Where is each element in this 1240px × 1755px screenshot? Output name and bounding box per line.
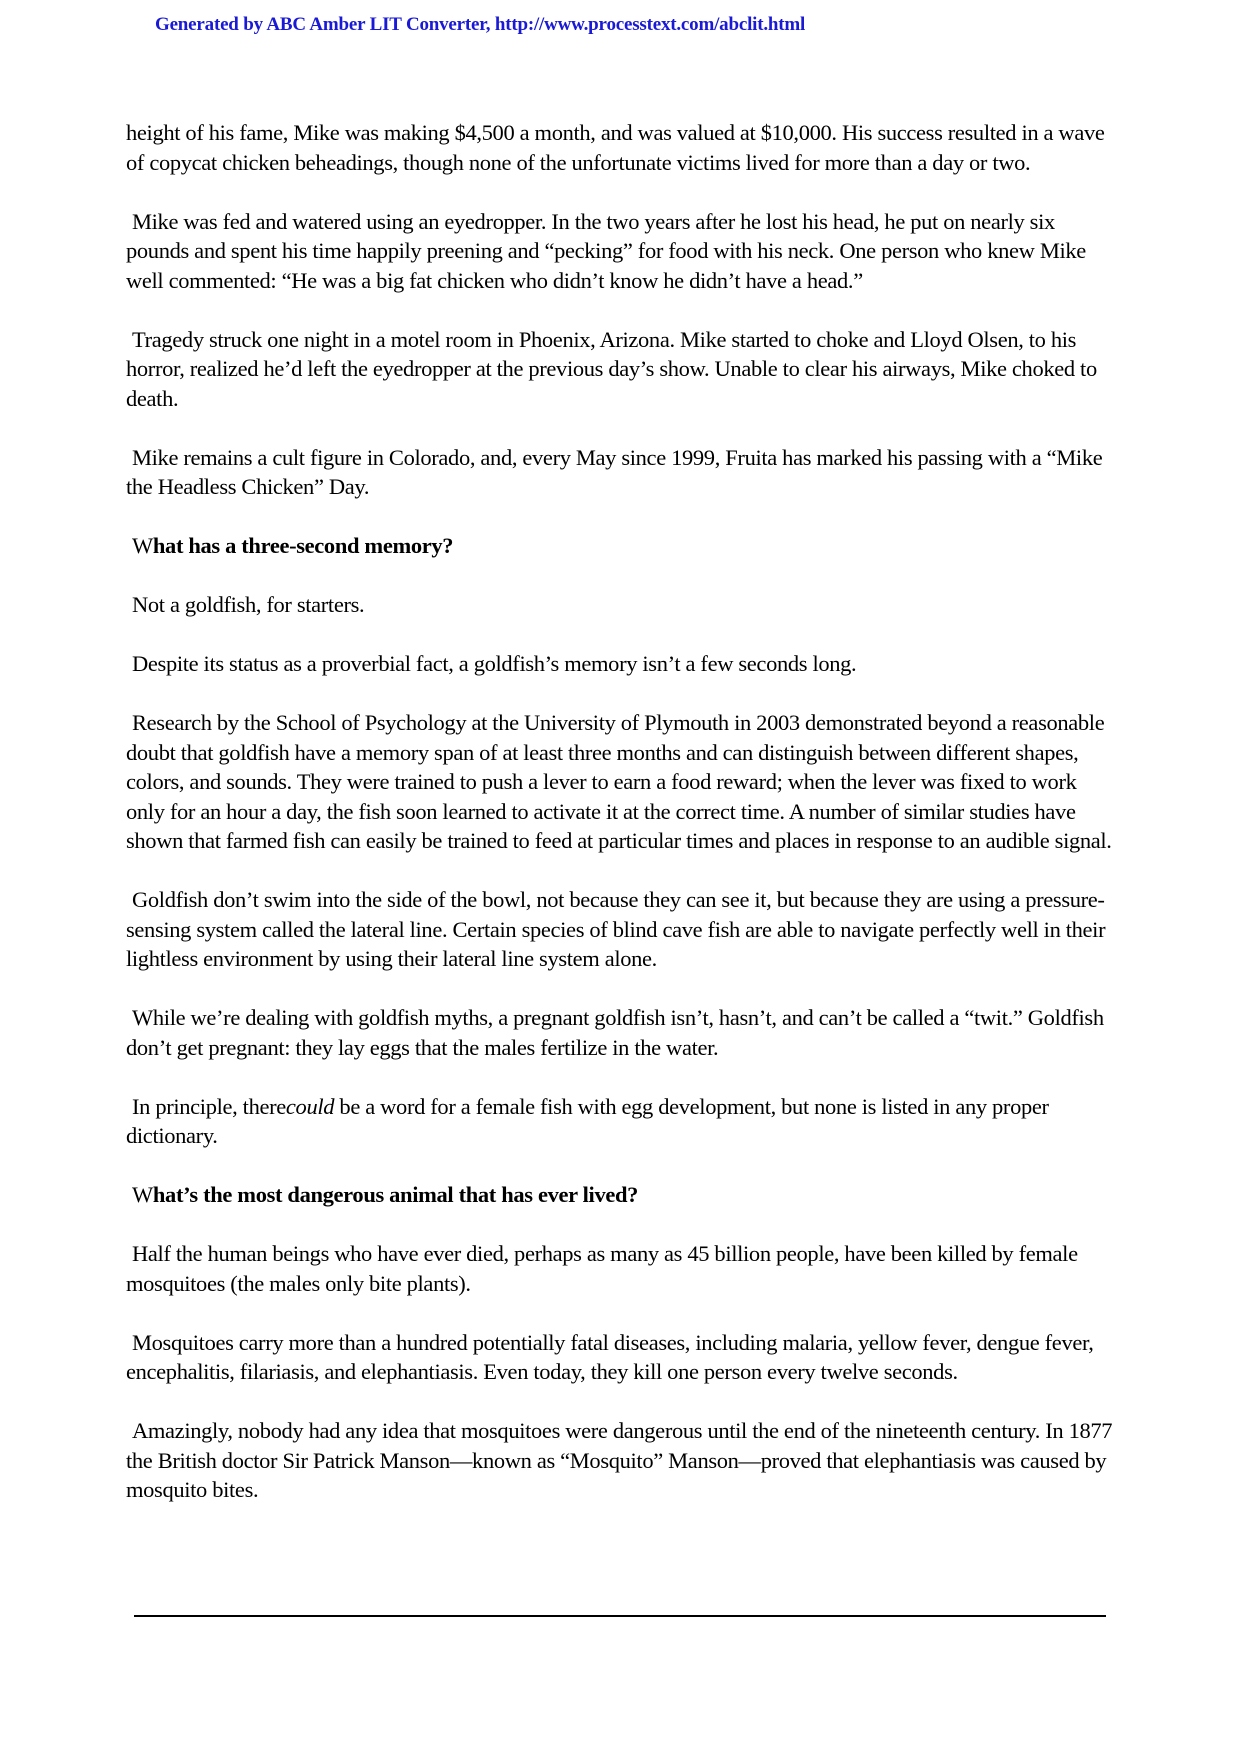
heading-rest: hat’s the most dangerous animal that has ever lived?: [152, 1182, 639, 1207]
heading-most-dangerous-animal: [126, 1180, 1116, 1210]
paragraph-eyedropper: Mike was fed and watered using an eyedropper. In the two years after he lost his head, he put on nearly six pounds and spent his time happily preening and “pecking” for food with his neck. One person who knew Mike well commented: “He was a big fat chicken who didn’t know he didn’t have a head.”: [126, 208, 1086, 293]
paragraph-cult-figure: Mike remains a cult figure in Colorado, and, every May since 1999, Fruita has marked his passing with a “Mike the Headless Chicken” Day.: [126, 444, 1103, 499]
paragraph-plymouth-research: Research by the School of Psychology at the University of Plymouth in 2003 demonstrated beyond a reasonable doubt that goldfish have a memory span of at least three months and can distinguish between different shapes, colors, and sounds. They were trained to push a lever to earn a food reward; when the lever was fixed to work only for an hour a day, the fish soon learned to activate it at the correct time. A number of similar studies have shown that farmed fish can easily be trained to feed at particular times and places in response to an audible signal.: [126, 710, 1112, 853]
paragraph-diseases: Mosquitoes carry more than a hundred potentially fatal diseases, including malaria, yellow fever, dengue fever, encephalitis, filariasis, and elephantiasis. Even today, they kill one person every twelve seconds.: [126, 1329, 1094, 1384]
paragraph-half-human-beings: Half the human beings who have ever died, perhaps as many as 45 billion people, have been killed by female mosquitoes (the males only bite plants).: [126, 1241, 1078, 1296]
heading-initial: W: [132, 1182, 153, 1207]
heading-initial: W: [132, 533, 153, 558]
principle-emphasis: could: [285, 1093, 335, 1119]
heading-rest: hat has a three-second memory?: [152, 533, 454, 558]
paragraph-not-goldfish: Not a goldfish, for starters.: [132, 592, 365, 617]
paragraph-proverbial-fact: Despite its status as a proverbial fact, a goldfish’s memory isn’t a few seconds long.: [132, 651, 857, 676]
principle-after: be a word for a female fish with egg development, but none is listed in any proper dictionary.: [126, 1093, 1049, 1148]
paragraph-tragedy: Tragedy struck one night in a motel room in Phoenix, Arizona. Mike started to choke and Lloyd Olsen, to his horror, realized he’d left the eyedropper at the previous day’s show. Unable to clear his airways, Mike choked to death.: [126, 326, 1097, 411]
paragraph-fame: height of his fame, Mike was making $4,500 a month, and was valued at $10,000. His success resulted in a wave of copycat chicken beheadings, though none of the unfortunate victims lived for more than a day or two.: [126, 120, 1105, 175]
footer-rule: [134, 1615, 1106, 1617]
paragraph-goldfish-myths: While we’re dealing with goldfish myths, a pregnant goldfish isn’t, hasn’t, and can’t be called a “twit.” Goldfish don’t get pregnant: they lay eggs that the males fertilize in the water.: [126, 1005, 1104, 1060]
document-body: [126, 118, 1116, 1534]
heading-three-second-memory: [126, 531, 1116, 561]
paragraph-manson: Amazingly, nobody had any idea that mosquitoes were dangerous until the end of the nineteenth century. In 1877 the British doctor Sir Patrick Manson—known as “Mosquito” Manson—proved that elephantiasis was caused by mosquito bites.: [126, 1418, 1113, 1502]
converter-banner[interactable]: Generated by ABC Amber LIT Converter, http://www.processtext.com/abclit.html: [155, 14, 806, 35]
principle-before: In principle, there: [132, 1093, 286, 1119]
paragraph-in-principle: [126, 1092, 1116, 1151]
paragraph-lateral-line: Goldfish don’t swim into the side of the bowl, not because they can see it, but because they are using a pressure-sensing system called the lateral line. Certain species of blind cave fish are able to navigate perfectly well in their lightless environment by using their lateral line system alone.: [126, 887, 1106, 971]
